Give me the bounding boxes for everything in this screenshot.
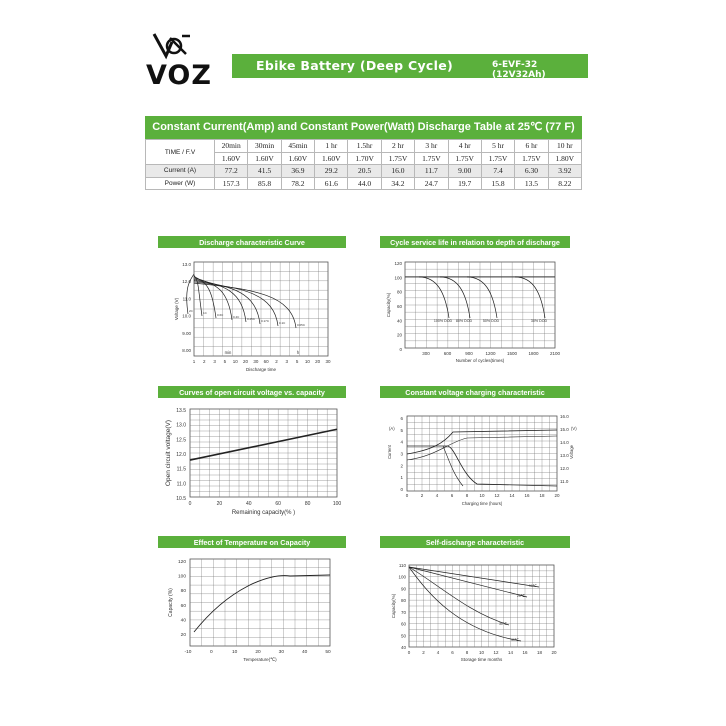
curve-label: 80% DOD bbox=[455, 319, 473, 323]
table-cell: 24.7 bbox=[415, 177, 448, 190]
x-tick-label: 1200 bbox=[485, 351, 496, 356]
y-tick-label: 120 bbox=[177, 560, 186, 565]
axis-label: Capacity(%) bbox=[391, 593, 396, 619]
y-tick-label: 13.0 bbox=[176, 422, 186, 429]
curve-label: 50% DOD bbox=[482, 319, 500, 323]
y-tick-label: 0 bbox=[399, 347, 402, 352]
table-cell: 78.2 bbox=[281, 177, 314, 190]
discharge-table-title: Constant Current(Amp) and Constant Power(Watt) Discharge Table at 25℃ (77 F) bbox=[145, 116, 582, 139]
y-tick-label: 14.0 bbox=[560, 440, 569, 445]
curve-label: 40℃ bbox=[511, 638, 519, 642]
chart-title: Discharge characteristic Curve bbox=[199, 238, 305, 247]
axis-unit: (A) bbox=[389, 426, 395, 431]
table-cell: 45min bbox=[281, 140, 314, 153]
chart-title: Curves of open circuit voltage vs. capacity bbox=[179, 388, 325, 397]
y-tick-label: 3 bbox=[400, 451, 403, 457]
self-discharge-curve bbox=[409, 567, 527, 597]
x-tick-label: 10 bbox=[479, 493, 485, 498]
curve-label: 0.25C bbox=[247, 317, 256, 321]
discharge-curve-chart bbox=[150, 236, 350, 372]
x-tick-label: 1800 bbox=[528, 351, 539, 356]
x-tick-label: 0 bbox=[209, 650, 213, 655]
x-tick-label: 1 bbox=[192, 359, 196, 364]
y-tick-label: 40 bbox=[400, 645, 406, 650]
y-tick-label: 40 bbox=[396, 318, 402, 324]
x-tick-label: 12 bbox=[494, 493, 500, 498]
table-cell: 36.9 bbox=[281, 165, 314, 178]
curve-label: 20℃ bbox=[517, 594, 525, 598]
table-cell: 8.22 bbox=[548, 177, 581, 190]
table-cell: 4 hr bbox=[448, 140, 481, 153]
table-cell: 1.70V bbox=[348, 152, 381, 165]
x-tick-label: 20 bbox=[554, 493, 560, 498]
curve-label: 1C bbox=[203, 311, 207, 315]
y-tick-label: 11.5 bbox=[176, 466, 186, 473]
table-cell: 6 hr bbox=[515, 140, 548, 153]
x-tick-label: 30 bbox=[253, 359, 259, 364]
y-tick-label: 70 bbox=[400, 609, 406, 615]
y-tick-label: 4 bbox=[400, 439, 403, 445]
x-tick-label: 40 bbox=[246, 501, 252, 507]
y-tick-label: 20 bbox=[396, 332, 402, 338]
table-cell: 1.60V bbox=[281, 152, 314, 165]
y-tick-label: 13.5 bbox=[176, 408, 186, 414]
x-axis-label: Discharge time bbox=[245, 367, 277, 372]
self-discharge-chart bbox=[375, 536, 575, 666]
cycle-curve bbox=[440, 277, 470, 318]
x-tick-label: 6 bbox=[451, 650, 454, 655]
table-cell: 30min bbox=[248, 140, 281, 153]
x-axis-label: Storage time months bbox=[460, 657, 503, 662]
x-tick-label: 6 bbox=[450, 493, 454, 498]
table-cell: 44.0 bbox=[348, 177, 381, 190]
y-tick-label: 6 bbox=[400, 416, 403, 421]
x-tick-label: 2 bbox=[422, 650, 425, 655]
y-tick-label: 60 bbox=[396, 304, 402, 309]
self-discharge-curve bbox=[409, 567, 509, 625]
axis-label: Capacity (%) bbox=[168, 588, 174, 617]
chart-title: Effect of Temperature on Capacity bbox=[193, 538, 311, 547]
self-discharge-curve bbox=[409, 567, 539, 587]
curve-label: 0.1C bbox=[279, 321, 286, 325]
table-cell: 61.6 bbox=[315, 177, 348, 190]
table-cell: 1.75V bbox=[448, 152, 481, 165]
x-tick-label: 20 bbox=[216, 501, 223, 507]
y-tick-label: 10.0 bbox=[182, 313, 191, 319]
y-tick-label: 12.0 bbox=[176, 452, 186, 458]
y-tick-label: 11.0 bbox=[182, 296, 191, 302]
x-axis-label: Remaining capacity(% ) bbox=[231, 510, 296, 516]
x-tick-label: 60 bbox=[275, 501, 281, 507]
table-cell: 157.3 bbox=[215, 177, 248, 190]
unit-label: h bbox=[296, 350, 300, 355]
table-cell: 41.5 bbox=[248, 165, 281, 178]
y-tick-label: 1 bbox=[400, 475, 403, 481]
table-cell: 34.2 bbox=[381, 177, 414, 190]
y-tick-label: 13.0 bbox=[182, 262, 191, 267]
table-cell: 5 hr bbox=[481, 140, 514, 153]
x-tick-label: 300 bbox=[422, 351, 430, 356]
table-cell: 85.8 bbox=[248, 177, 281, 190]
y-tick-label: 12.0 bbox=[182, 279, 191, 285]
y-tick-label: 11.0 bbox=[176, 481, 186, 488]
brand-name: VOZ bbox=[146, 60, 212, 91]
table-cell: 9.00 bbox=[448, 165, 481, 178]
x-axis-label: Temperature(℃) bbox=[243, 657, 277, 662]
x-tick-label: 80 bbox=[304, 501, 311, 507]
axis-label: Current bbox=[387, 445, 392, 459]
x-tick-label: 0 bbox=[188, 501, 192, 507]
table-cell: 2 hr bbox=[381, 140, 414, 153]
x-tick-label: 16 bbox=[524, 493, 530, 498]
table-cell: 20.5 bbox=[348, 165, 381, 178]
row-label: Current (A) bbox=[146, 165, 215, 178]
x-tick-label: 2 bbox=[420, 493, 424, 498]
y-tick-label: 110 bbox=[398, 563, 406, 568]
x-tick-label: 4 bbox=[436, 650, 440, 655]
curve-label: 100% DOD bbox=[433, 319, 453, 323]
axis-label: Voltage bbox=[569, 445, 574, 459]
x-tick-label: 10 bbox=[304, 359, 310, 364]
row-label: Power (W) bbox=[146, 177, 215, 190]
temperature-curve bbox=[194, 575, 330, 632]
x-axis-label: Charging time (hours) bbox=[461, 501, 503, 506]
x-tick-label: 18 bbox=[536, 650, 543, 655]
curve-label: 0.6C bbox=[217, 313, 224, 317]
y-tick-label: 80 bbox=[180, 589, 186, 595]
x-tick-label: 8 bbox=[465, 650, 469, 655]
table-cell: 1.60V bbox=[215, 152, 248, 165]
curve-label: 30% DOD bbox=[530, 319, 548, 323]
cycle-curve bbox=[467, 277, 497, 318]
y-tick-label: 40 bbox=[180, 618, 186, 624]
y-tick-label: 90 bbox=[400, 586, 406, 592]
y-tick-label: 9.00 bbox=[182, 330, 191, 336]
x-tick-label: 2100 bbox=[549, 351, 561, 356]
chart-title: Self-discharge characteristic bbox=[425, 538, 525, 547]
x-tick-label: 20 bbox=[551, 650, 557, 655]
model-number: 6-EVF-32 (12V32Ah) bbox=[492, 60, 546, 80]
table-cell: 19.7 bbox=[448, 177, 481, 190]
cycle-curve bbox=[419, 277, 449, 318]
x-tick-label: 18 bbox=[539, 493, 545, 498]
y-tick-label: 0 bbox=[400, 487, 403, 492]
table-cell: 16.0 bbox=[381, 165, 414, 178]
y-tick-label: 100 bbox=[394, 275, 402, 281]
table-cell: 29.2 bbox=[315, 165, 348, 178]
table-cell: 11.7 bbox=[415, 165, 448, 178]
table-cell: 10 hr bbox=[548, 140, 581, 153]
x-tick-label: 40 bbox=[301, 650, 308, 655]
table-cell: 77.2 bbox=[215, 165, 248, 178]
table-cell: 13.5 bbox=[515, 177, 548, 190]
x-tick-label: 5 bbox=[295, 359, 299, 364]
y-tick-label: 100 bbox=[398, 574, 406, 580]
y-tick-label: 8.00 bbox=[182, 348, 191, 353]
x-tick-label: 2 bbox=[275, 359, 278, 364]
y-tick-label: 20 bbox=[180, 633, 186, 638]
discharge-table bbox=[145, 139, 582, 190]
y-tick-label: 15.0 bbox=[560, 427, 569, 432]
curve-label: 0.4C bbox=[233, 315, 240, 319]
x-tick-label: 10 bbox=[231, 650, 238, 655]
x-tick-label: 2 bbox=[203, 359, 206, 364]
y-tick-label: 10.5 bbox=[176, 496, 186, 502]
y-tick-label: 2 bbox=[400, 463, 403, 469]
x-axis-label: Number of cycles(times) bbox=[455, 358, 505, 363]
curve-label: 0.17C bbox=[261, 319, 270, 323]
y-tick-label: 11.0 bbox=[560, 479, 569, 484]
y-tick-label: 16.0 bbox=[560, 414, 569, 419]
x-tick-label: 4 bbox=[435, 493, 439, 498]
table-cell: 1.75V bbox=[381, 152, 414, 165]
axis-label: Capacity(%) bbox=[386, 292, 391, 318]
y-tick-label: 50 bbox=[400, 633, 406, 639]
curve-label: 10℃ bbox=[529, 584, 537, 588]
row-label: TIME / F.V bbox=[146, 140, 215, 165]
y-tick-label: 60 bbox=[400, 621, 406, 627]
axis-unit: (V) bbox=[571, 426, 577, 431]
y-tick-label: 80 bbox=[396, 289, 402, 295]
x-tick-label: 12 bbox=[493, 650, 499, 655]
y-tick-label: 60 bbox=[180, 603, 186, 609]
table-cell: 15.8 bbox=[481, 177, 514, 190]
x-tick-label: 10 bbox=[232, 359, 238, 364]
x-tick-label: 30 bbox=[278, 650, 285, 655]
x-tick-label: 3 bbox=[285, 359, 289, 364]
ocv-capacity-chart bbox=[150, 386, 350, 522]
x-tick-label: 0 bbox=[405, 493, 409, 498]
x-tick-label: 10 bbox=[478, 650, 485, 655]
x-tick-label: 30 bbox=[325, 359, 331, 364]
curve-label: 0.05C bbox=[297, 323, 306, 327]
x-tick-label: 1500 bbox=[506, 351, 518, 356]
y-tick-label: 12.0 bbox=[560, 466, 569, 471]
curve-label: 30℃ bbox=[499, 622, 507, 626]
x-tick-label: 14 bbox=[509, 493, 515, 498]
axis-label: Voltage (V) bbox=[174, 297, 179, 321]
x-tick-label: 3 bbox=[213, 359, 216, 364]
x-tick-label: 5 bbox=[223, 359, 227, 364]
x-tick-label: 8 bbox=[465, 493, 469, 498]
curve-label: 2C bbox=[189, 309, 193, 313]
x-tick-label: 600 bbox=[443, 351, 452, 356]
table-cell: 6.30 bbox=[515, 165, 548, 178]
y-tick-label: 5 bbox=[400, 427, 403, 433]
voz-logo-mark bbox=[152, 32, 192, 60]
x-tick-label: 100 bbox=[332, 501, 342, 507]
table-cell: 1.75V bbox=[515, 152, 548, 165]
x-tick-label: 900 bbox=[465, 351, 473, 356]
ocv-line bbox=[190, 429, 337, 460]
chart-title: Cycle service life in relation to depth of discharge bbox=[390, 238, 560, 247]
cycle-curve bbox=[515, 277, 545, 318]
table-cell: 1.80V bbox=[548, 152, 581, 165]
temperature-capacity-chart bbox=[150, 536, 350, 666]
y-tick-label: 13.0 bbox=[560, 453, 569, 458]
x-tick-label: 20 bbox=[243, 359, 249, 364]
cycle-life-chart bbox=[375, 236, 575, 366]
time-row bbox=[146, 140, 582, 153]
x-tick-label: 14 bbox=[507, 650, 514, 655]
y-tick-label: 12.5 bbox=[176, 437, 186, 444]
table-cell: 1.5hr bbox=[348, 140, 381, 153]
table-cell: 20min bbox=[215, 140, 248, 153]
table-cell: 7.4 bbox=[481, 165, 514, 178]
chart-title: Constant voltage charging characteristic bbox=[405, 388, 545, 397]
table-cell: 1.60V bbox=[315, 152, 348, 165]
current-row bbox=[146, 165, 582, 178]
y-tick-label: 120 bbox=[394, 261, 402, 266]
title-bar bbox=[232, 54, 588, 78]
unit-label: min bbox=[224, 350, 232, 355]
table-cell: 1.75V bbox=[415, 152, 448, 165]
table-cell: 1.75V bbox=[481, 152, 514, 165]
x-tick-label: 60 bbox=[263, 359, 269, 364]
y-tick-label: 80 bbox=[400, 598, 406, 604]
charging-characteristic-chart bbox=[375, 386, 575, 522]
page-title: Ebike Battery (Deep Cycle) bbox=[256, 58, 453, 73]
table-cell: 1 hr bbox=[315, 140, 348, 153]
table-cell: 3.92 bbox=[548, 165, 581, 178]
y-tick-label: 100 bbox=[177, 574, 186, 580]
power-row bbox=[146, 177, 582, 190]
x-tick-label: 20 bbox=[255, 650, 261, 655]
x-tick-label: -10 bbox=[184, 650, 192, 655]
axis-label: Open circuit voltage(V) bbox=[165, 419, 172, 487]
x-tick-label: 0 bbox=[407, 650, 411, 655]
table-cell: 1.60V bbox=[248, 152, 281, 165]
x-tick-label: 20 bbox=[315, 359, 321, 364]
table-cell: 3 hr bbox=[415, 140, 448, 153]
x-tick-label: 50 bbox=[325, 650, 331, 655]
x-tick-label: 16 bbox=[522, 650, 528, 655]
